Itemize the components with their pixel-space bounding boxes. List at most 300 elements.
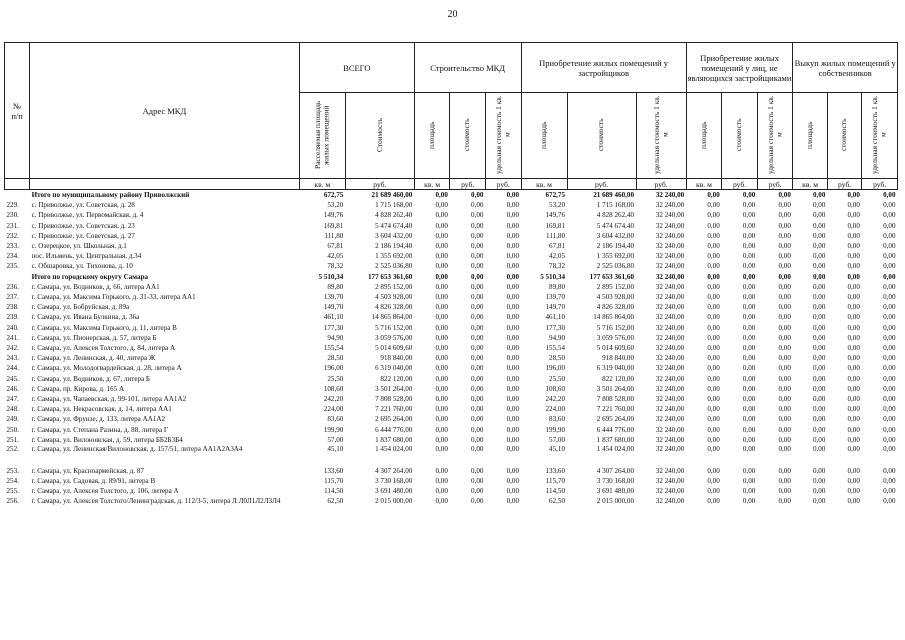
row-value: 32 240,00 <box>655 435 685 444</box>
row-value: 0,00 <box>471 333 484 342</box>
row-value: 7 221 760,00 <box>375 405 413 414</box>
unit-cell: кв. м <box>521 179 567 190</box>
row-value: 0,00 <box>847 477 860 486</box>
table-row <box>5 384 898 394</box>
row-value: 0,00 <box>435 303 448 312</box>
row-value: 2 015 000,00 <box>375 496 413 505</box>
row-address: г. Самара, ул. Алексея Толстого/Ленинградская, д. 112/3-5, литера Л Л0Л1Л2Л3Л4 <box>31 496 281 505</box>
row-value: 196,00 <box>545 364 566 373</box>
row-value: 67,81 <box>549 242 566 251</box>
row-value: 0,00 <box>435 191 448 199</box>
row-address: г. Самара, ул. Пионерская, д. 57, литера Б <box>31 333 157 342</box>
row-value: 0,00 <box>778 364 791 373</box>
row-value: 7 808 528,00 <box>596 395 635 404</box>
row-value: 0,00 <box>847 272 860 281</box>
row-address: с. Приволжье, ул. Советская, д. 27 <box>31 231 135 240</box>
row-value: 115,70 <box>324 477 344 486</box>
row-value: 0,00 <box>742 191 756 199</box>
row-value: 0,00 <box>778 221 791 230</box>
row-value: 0,00 <box>471 313 484 322</box>
subheader-cell: удельная стоимость 1 кв. м <box>485 93 521 179</box>
row-value: 0,00 <box>742 425 756 434</box>
row-value: 0,00 <box>847 496 860 505</box>
row-number: 255. <box>6 487 19 496</box>
row-value: 0,00 <box>812 262 826 271</box>
row-value: 32 240,00 <box>655 282 685 291</box>
row-value: 0,00 <box>778 211 791 220</box>
row-value: 0,00 <box>471 435 484 444</box>
row-value: 5 014 609,60 <box>596 344 635 353</box>
row-value: 0,00 <box>506 344 520 353</box>
row-value: 0,00 <box>435 405 448 414</box>
row-value: 0,00 <box>471 364 484 373</box>
row-value: 0,00 <box>435 221 448 230</box>
table-row <box>5 497 898 518</box>
row-value: 7 221 760,00 <box>596 405 635 414</box>
subheader-cell: удельная стоимость 1 кв. м <box>636 93 686 179</box>
table-row <box>5 210 898 220</box>
row-value: 0,00 <box>506 252 520 261</box>
row-number: 251. <box>6 435 19 444</box>
row-value: 0,00 <box>471 221 484 230</box>
row-value: 0,00 <box>435 477 448 486</box>
row-address: с. Приволжье, ул. Советская, д. 28 <box>31 201 135 210</box>
row-value: 0,00 <box>471 405 484 414</box>
row-value: 0,00 <box>707 364 720 373</box>
row-value: 32 240,00 <box>655 293 685 302</box>
row-number: 244. <box>6 364 19 373</box>
subheader-cell: Стоимость <box>345 93 414 179</box>
row-number: 229. <box>6 201 19 210</box>
row-address: г. Самара, ул. Красноармейская, д. 87 <box>31 467 144 476</box>
row-value: 0,00 <box>742 487 756 496</box>
row-value: 32 240,00 <box>655 354 685 363</box>
row-value: 177,30 <box>323 323 344 332</box>
row-value: 0,00 <box>707 435 720 444</box>
row-value: 0,00 <box>812 374 826 383</box>
row-value: 0,00 <box>847 487 860 496</box>
row-value: 0,00 <box>471 303 484 312</box>
row-value: 0,00 <box>435 282 448 291</box>
row-value: 114,50 <box>324 487 344 496</box>
row-value: 0,00 <box>471 395 484 404</box>
unit-cell: руб. <box>450 179 486 190</box>
row-address: г. Самара, ул. Некрасовская, д. 14, литера АА1 <box>31 405 172 414</box>
row-value: 0,00 <box>847 333 860 342</box>
row-value: 0,00 <box>778 293 791 302</box>
row-value: 0,00 <box>471 231 484 240</box>
row-value: 1 355 692,00 <box>596 252 635 261</box>
row-value: 0,00 <box>471 384 484 393</box>
group-header-total: ВСЕГО <box>299 43 414 93</box>
row-value: 0,00 <box>778 467 791 476</box>
row-value: 0,00 <box>812 313 826 322</box>
row-value: 0,00 <box>883 477 896 486</box>
unit-cell: руб. <box>636 179 686 190</box>
table-row <box>5 282 898 292</box>
row-value: 3 730 168,00 <box>375 477 413 486</box>
row-value: 0,00 <box>883 395 896 404</box>
row-value: 0,00 <box>778 405 791 414</box>
row-value: 3 691 480,00 <box>596 487 635 496</box>
table-row <box>5 486 898 496</box>
row-value: 0,00 <box>707 303 720 312</box>
row-value: 0,00 <box>506 293 520 302</box>
row-address: с. Озерецкое, ул. Школьная, д.1 <box>31 242 127 251</box>
row-value: 0,00 <box>506 435 520 444</box>
row-value: 672,75 <box>545 191 566 199</box>
row-value: 0,00 <box>847 354 860 363</box>
row-value: 7 808 528,00 <box>375 395 413 404</box>
row-value: 0,00 <box>812 415 826 424</box>
row-value: 0,00 <box>435 487 448 496</box>
row-value: 0,00 <box>707 496 720 505</box>
row-value: 0,00 <box>435 374 448 383</box>
row-value: 1 715 168,00 <box>596 201 635 210</box>
row-value: 0,00 <box>778 231 791 240</box>
row-value: 0,00 <box>812 435 826 444</box>
row-value: 0,00 <box>707 231 720 240</box>
row-value: 0,00 <box>506 395 520 404</box>
row-value: 0,00 <box>506 282 520 291</box>
row-address: г. Самара, ул. Садовая, д. 89/91, литера В <box>31 477 156 486</box>
row-value: 32 240,00 <box>655 445 685 454</box>
subheader-cell: площадь <box>686 93 722 179</box>
row-value: 0,00 <box>742 395 756 404</box>
row-value: 0,00 <box>883 201 896 210</box>
table-row <box>5 200 898 210</box>
row-value: 0,00 <box>742 364 756 373</box>
group-header-nondeveloper-purchase: Приобретение жилых помещений у лиц, не являющихся застройщиками <box>686 43 793 93</box>
table-row <box>5 414 898 424</box>
row-value: 0,00 <box>742 262 756 271</box>
row-value: 0,00 <box>883 313 896 322</box>
row-value: 1 355 692,00 <box>375 252 413 261</box>
row-value: 0,00 <box>742 477 756 486</box>
row-value: 32 240,00 <box>655 303 685 312</box>
row-value: 32 240,00 <box>655 364 685 373</box>
unit-cell: кв. м <box>686 179 722 190</box>
row-value: 0,00 <box>883 405 896 414</box>
row-value: 53,20 <box>327 201 344 210</box>
row-value: 0,00 <box>883 303 896 312</box>
table-row <box>5 343 898 353</box>
row-value: 242,20 <box>545 395 566 404</box>
row-value: 0,00 <box>778 415 791 424</box>
row-value: 3 501 264,00 <box>375 384 413 393</box>
row-value: 0,00 <box>883 364 896 373</box>
row-address: г. Самара, ул. Ленинская/Вилоновская, д. 157/51, литера АА1А2А3А4 <box>31 445 243 454</box>
row-value: 2 015 000,00 <box>596 496 635 505</box>
table-row <box>5 231 898 241</box>
row-value: 0,00 <box>742 354 756 363</box>
row-value: 0,00 <box>883 384 896 393</box>
row-value: 149,76 <box>545 211 566 220</box>
row-value: 3 691 480,00 <box>375 487 413 496</box>
row-number: 237. <box>6 293 19 302</box>
row-value: 0,00 <box>707 211 720 220</box>
row-number: 253. <box>6 467 19 476</box>
row-value: 0,00 <box>812 303 826 312</box>
row-value: 0,00 <box>883 333 896 342</box>
subheader-cell: площадь <box>793 93 828 179</box>
row-number: 236. <box>6 282 19 291</box>
row-value: 0,00 <box>812 323 826 332</box>
table-row <box>5 251 898 261</box>
row-value: 0,00 <box>506 323 520 332</box>
units-blank <box>5 179 30 190</box>
row-value: 32 240,00 <box>655 231 685 240</box>
row-value: 224,00 <box>545 405 566 414</box>
row-value: 199,90 <box>545 425 566 434</box>
unit-cell: кв. м <box>414 179 450 190</box>
row-value: 0,00 <box>742 221 756 230</box>
header-num: № п/п <box>5 43 30 179</box>
row-value: 0,00 <box>506 496 520 505</box>
row-value: 0,00 <box>506 487 520 496</box>
row-value: 139,70 <box>545 293 566 302</box>
row-value: 0,00 <box>742 231 756 240</box>
row-value: 0,00 <box>707 374 720 383</box>
row-value: 0,00 <box>742 313 756 322</box>
row-value: 0,00 <box>778 477 791 486</box>
row-value: 0,00 <box>742 445 756 454</box>
row-value: 177 653 361,60 <box>368 272 413 281</box>
row-value: 0,00 <box>707 323 720 332</box>
subheader-cell: стоимость <box>722 93 758 179</box>
row-value: 0,00 <box>435 313 448 322</box>
row-number: 252. <box>6 445 19 454</box>
page-number: 20 <box>447 9 458 20</box>
row-value: 0,00 <box>707 477 720 486</box>
unit-cell: руб. <box>827 179 862 190</box>
row-address: г. Самара, ул. Максима Горького, д. 11, литера В <box>31 323 177 332</box>
row-value: 0,00 <box>778 323 791 332</box>
row-value: 0,00 <box>707 272 720 281</box>
row-value: 0,00 <box>435 211 448 220</box>
row-value: 28,50 <box>549 354 566 363</box>
row-value: 0,00 <box>707 313 720 322</box>
row-value: 0,00 <box>883 487 896 496</box>
row-value: 0,00 <box>847 303 860 312</box>
row-value: 0,00 <box>506 354 520 363</box>
row-value: 0,00 <box>778 435 791 444</box>
row-value: 0,00 <box>883 425 896 434</box>
row-address: г. Самара, ул. Ленинская, д. 40, литера Ж <box>31 354 156 363</box>
unit-cell: кв. м <box>299 179 345 190</box>
row-value: 0,00 <box>742 211 756 220</box>
row-value: 0,00 <box>435 201 448 210</box>
row-value: 32 240,00 <box>655 487 685 496</box>
row-value: 0,00 <box>778 384 791 393</box>
row-value: 0,00 <box>812 384 826 393</box>
table-row <box>5 476 898 486</box>
row-value: 32 240,00 <box>655 344 685 353</box>
row-value: 0,00 <box>778 487 791 496</box>
row-value: 461,10 <box>323 313 344 322</box>
row-value: 169,81 <box>545 221 566 230</box>
row-value: 0,00 <box>883 374 896 383</box>
row-value: 0,00 <box>742 242 756 251</box>
row-value: 0,00 <box>778 395 791 404</box>
row-value: 0,00 <box>812 293 826 302</box>
row-number: 238. <box>6 303 19 312</box>
row-value: 0,00 <box>471 252 484 261</box>
row-value: 6 319 040,00 <box>375 364 413 373</box>
row-value: 5 510,34 <box>318 272 344 281</box>
row-value: 0,00 <box>707 333 720 342</box>
row-number: 247. <box>6 395 19 404</box>
row-value: 0,00 <box>742 435 756 444</box>
row-value: 4 826 328,00 <box>375 303 413 312</box>
row-value: 0,00 <box>812 242 826 251</box>
row-address: г. Самара, ул. Алексея Толстого, д. 84, литера А <box>31 344 176 353</box>
row-number: 231. <box>6 221 19 230</box>
row-value: 57,00 <box>327 435 344 444</box>
row-value: 0,00 <box>847 323 860 332</box>
row-value: 0,00 <box>812 211 826 220</box>
row-address: г. Самара, ул. Вилоновская, д. 59, литера ББ2Б3Б4 <box>31 435 183 444</box>
row-value: 1 454 024,00 <box>375 445 413 454</box>
row-value: 0,00 <box>707 344 720 353</box>
row-value: 0,00 <box>435 252 448 261</box>
row-value: 0,00 <box>471 415 484 424</box>
row-value: 822 120,00 <box>602 374 635 383</box>
row-number <box>5 190 30 201</box>
row-value: 4 828 262,40 <box>596 211 635 220</box>
row-value: 155,54 <box>545 344 566 353</box>
row-value: 224,00 <box>323 405 344 414</box>
row-value: 0,00 <box>435 467 448 476</box>
table-row <box>5 261 898 271</box>
row-value: 0,00 <box>707 467 720 476</box>
row-value: 0,00 <box>435 344 448 353</box>
row-value: 45,10 <box>327 445 344 454</box>
row-address: г. Самара, ул. Степана Разина, д. 88, литера Г <box>31 425 168 434</box>
row-value: 0,00 <box>506 201 520 210</box>
unit-cell: руб. <box>862 179 898 190</box>
row-value: 0,00 <box>707 242 720 251</box>
row-value: 0,00 <box>435 323 448 332</box>
row-value: 461,10 <box>545 313 566 322</box>
row-number: 250. <box>6 425 19 434</box>
row-value: 0,00 <box>742 293 756 302</box>
row-value: 45,10 <box>549 445 566 454</box>
row-value: 0,00 <box>435 333 448 342</box>
row-number: 233. <box>6 242 19 251</box>
row-address: г. Самара, ул. Чапаевская, д. 99-101, литера АА1А2 <box>31 395 187 404</box>
subheader-cell: удельная стоимость 1 кв. м <box>862 93 898 179</box>
row-number: 232. <box>6 231 19 240</box>
table-row <box>5 302 898 312</box>
row-value: 2 695 264,00 <box>596 415 635 424</box>
row-value: 0,00 <box>435 435 448 444</box>
row-value: 1 837 680,00 <box>375 435 413 444</box>
row-value: 2 895 152,00 <box>596 282 635 291</box>
row-value: 32 240,00 <box>655 467 685 476</box>
row-value: 25,50 <box>549 374 566 383</box>
row-value: 0,00 <box>778 242 791 251</box>
row-value: 89,80 <box>327 282 344 291</box>
row-value: 0,00 <box>506 231 520 240</box>
row-value: 115,70 <box>545 477 566 486</box>
row-address: г. Самара, ул. Алексея Толстого, д. 106, литера А <box>31 487 179 496</box>
group-header-construction: Строительство МКД <box>414 43 521 93</box>
table-row <box>5 445 898 466</box>
row-value: 672,75 <box>323 191 344 199</box>
table-row <box>5 312 898 322</box>
row-value: 32 240,00 <box>655 395 685 404</box>
row-value: 0,00 <box>506 333 520 342</box>
row-value: 822 120,00 <box>380 374 413 383</box>
row-value: 0,00 <box>707 282 720 291</box>
row-number: 249. <box>6 415 19 424</box>
row-value: 139,70 <box>323 293 344 302</box>
row-value: 32 240,00 <box>655 477 685 486</box>
row-value: 149,70 <box>323 303 344 312</box>
row-value: 28,50 <box>327 354 344 363</box>
row-value: 0,00 <box>812 405 826 414</box>
row-value: 0,00 <box>883 221 896 230</box>
row-value: 0,00 <box>435 425 448 434</box>
row-value: 0,00 <box>812 282 826 291</box>
row-value: 0,00 <box>847 293 860 302</box>
row-value: 0,00 <box>506 221 520 230</box>
row-value: 155,54 <box>323 344 344 353</box>
row-value: 0,00 <box>707 201 720 210</box>
row-number <box>5 272 30 282</box>
row-value: 0,00 <box>778 374 791 383</box>
row-value: 32 240,00 <box>655 221 685 230</box>
row-value: 0,00 <box>742 323 756 332</box>
row-address: с. Обшаровка, ул. Тихонова, д. 10 <box>31 262 133 271</box>
row-value: 0,00 <box>778 496 791 505</box>
row-number: 240. <box>6 323 19 332</box>
row-value: 108,60 <box>323 384 344 393</box>
row-value: 0,00 <box>883 282 896 291</box>
row-value: 108,60 <box>545 384 566 393</box>
row-value: 0,00 <box>471 467 484 476</box>
row-value: 3 059 576,00 <box>596 333 635 342</box>
row-value: 0,00 <box>471 354 484 363</box>
row-value: 78,32 <box>327 262 344 271</box>
row-number: 248. <box>6 405 19 414</box>
row-value: 0,00 <box>847 221 860 230</box>
row-value: 0,00 <box>707 354 720 363</box>
row-value: 5 474 674,40 <box>375 221 413 230</box>
row-value: 3 604 432,00 <box>596 231 635 240</box>
row-value: 0,00 <box>778 282 791 291</box>
row-value: 1 837 680,00 <box>596 435 635 444</box>
row-value: 14 865 864,00 <box>593 313 635 322</box>
row-value: 32 240,00 <box>655 425 685 434</box>
row-value: 32 240,00 <box>655 323 685 332</box>
row-value: 0,00 <box>812 191 826 199</box>
row-value: 0,00 <box>471 496 484 505</box>
row-value: 0,00 <box>742 405 756 414</box>
row-address: пос. Ильмень, ул. Центральная, д.34 <box>31 252 142 261</box>
row-value: 0,00 <box>847 415 860 424</box>
row-value: 0,00 <box>742 496 756 505</box>
row-value: 0,00 <box>778 354 791 363</box>
row-value: 0,00 <box>742 344 756 353</box>
row-value: 0,00 <box>471 374 484 383</box>
row-value: 0,00 <box>778 201 791 210</box>
row-value: 0,00 <box>506 405 520 414</box>
row-value: 0,00 <box>435 384 448 393</box>
units-blank <box>30 179 300 190</box>
row-value: 0,00 <box>506 364 520 373</box>
